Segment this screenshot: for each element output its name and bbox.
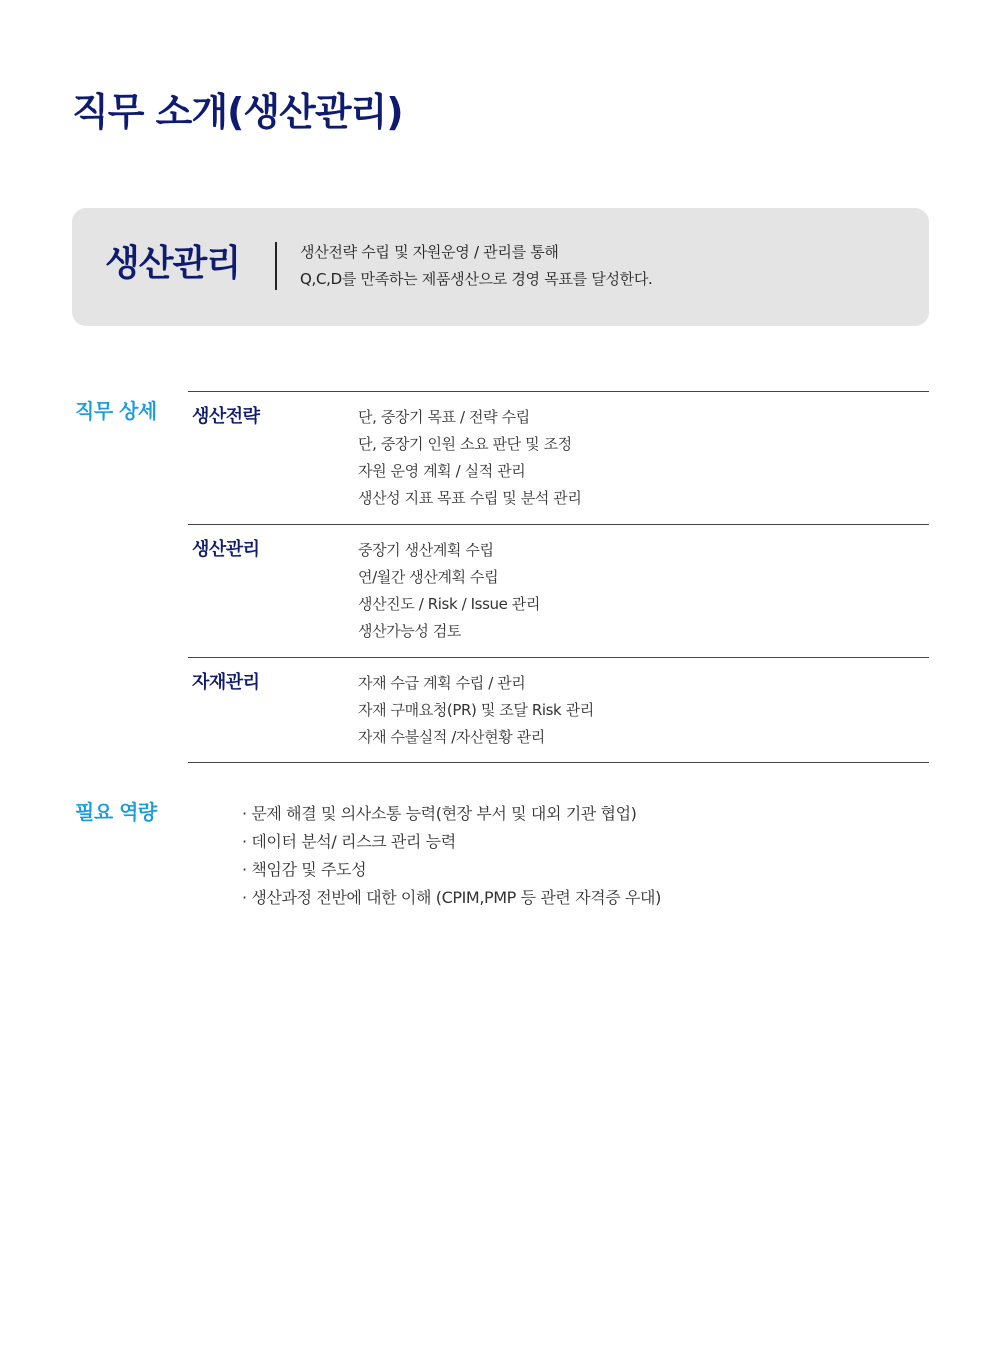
detail-item: 단, 중장기 목표 / 전략 수립 <box>358 408 530 426</box>
detail-row-items <box>358 537 540 645</box>
detail-row-material-management <box>188 658 929 763</box>
detail-item: 생산가능성 검토 <box>358 622 461 640</box>
detail-row-items <box>358 404 581 512</box>
detail-row-production-strategy <box>188 392 929 525</box>
competency-list <box>242 800 661 912</box>
detail-row-name: 자재관리 <box>192 672 260 693</box>
detail-item: 연/월간 생산계획 수립 <box>358 568 499 586</box>
competency-item: · 생산과정 전반에 대한 이해 (CPIM,PMP 등 관련 자격증 우대) <box>242 888 661 907</box>
detail-row-name: 생산관리 <box>192 539 260 560</box>
detail-item: 생산성 지표 목표 수립 및 분석 관리 <box>358 489 582 507</box>
job-summary-title: 생산관리 <box>105 243 241 284</box>
job-summary-divider <box>275 242 277 290</box>
details-section-label: 직무 상세 <box>75 399 157 423</box>
detail-item: 중장기 생산계획 수립 <box>358 541 494 559</box>
page-title: 직무 소개(생산관리) <box>72 90 403 134</box>
detail-row-items <box>358 670 594 751</box>
detail-item: 자재 수급 계획 수립 / 관리 <box>358 674 526 692</box>
detail-row-production-management <box>188 525 929 658</box>
job-details-table <box>188 391 929 763</box>
competencies-section-label: 필요 역량 <box>75 800 157 824</box>
detail-item: 자재 수불실적 /자산현황 관리 <box>358 728 545 746</box>
detail-item: 자재 구매요청(PR) 및 조달 Risk 관리 <box>358 701 594 719</box>
competency-item: · 데이터 분석/ 리스크 관리 능력 <box>242 832 456 851</box>
job-summary-description-line: 생산전략 수립 및 자원운영 / 관리를 통해 <box>300 243 559 261</box>
job-summary-description-line: Q,C,D를 만족하는 제품생산으로 경영 목표를 달성한다. <box>300 270 653 288</box>
competency-item: · 문제 해결 및 의사소통 능력(현장 부서 및 대외 기관 협업) <box>242 804 637 823</box>
detail-item: 생산진도 / Risk / Issue 관리 <box>358 595 540 613</box>
job-summary-description <box>300 239 652 293</box>
competency-item: · 책임감 및 주도성 <box>242 860 367 879</box>
detail-item: 자원 운영 계획 / 실적 관리 <box>358 462 526 480</box>
job-summary-card <box>72 208 929 326</box>
detail-item: 단, 중장기 인원 소요 판단 및 조정 <box>358 435 572 453</box>
detail-row-name: 생산전략 <box>192 406 260 427</box>
